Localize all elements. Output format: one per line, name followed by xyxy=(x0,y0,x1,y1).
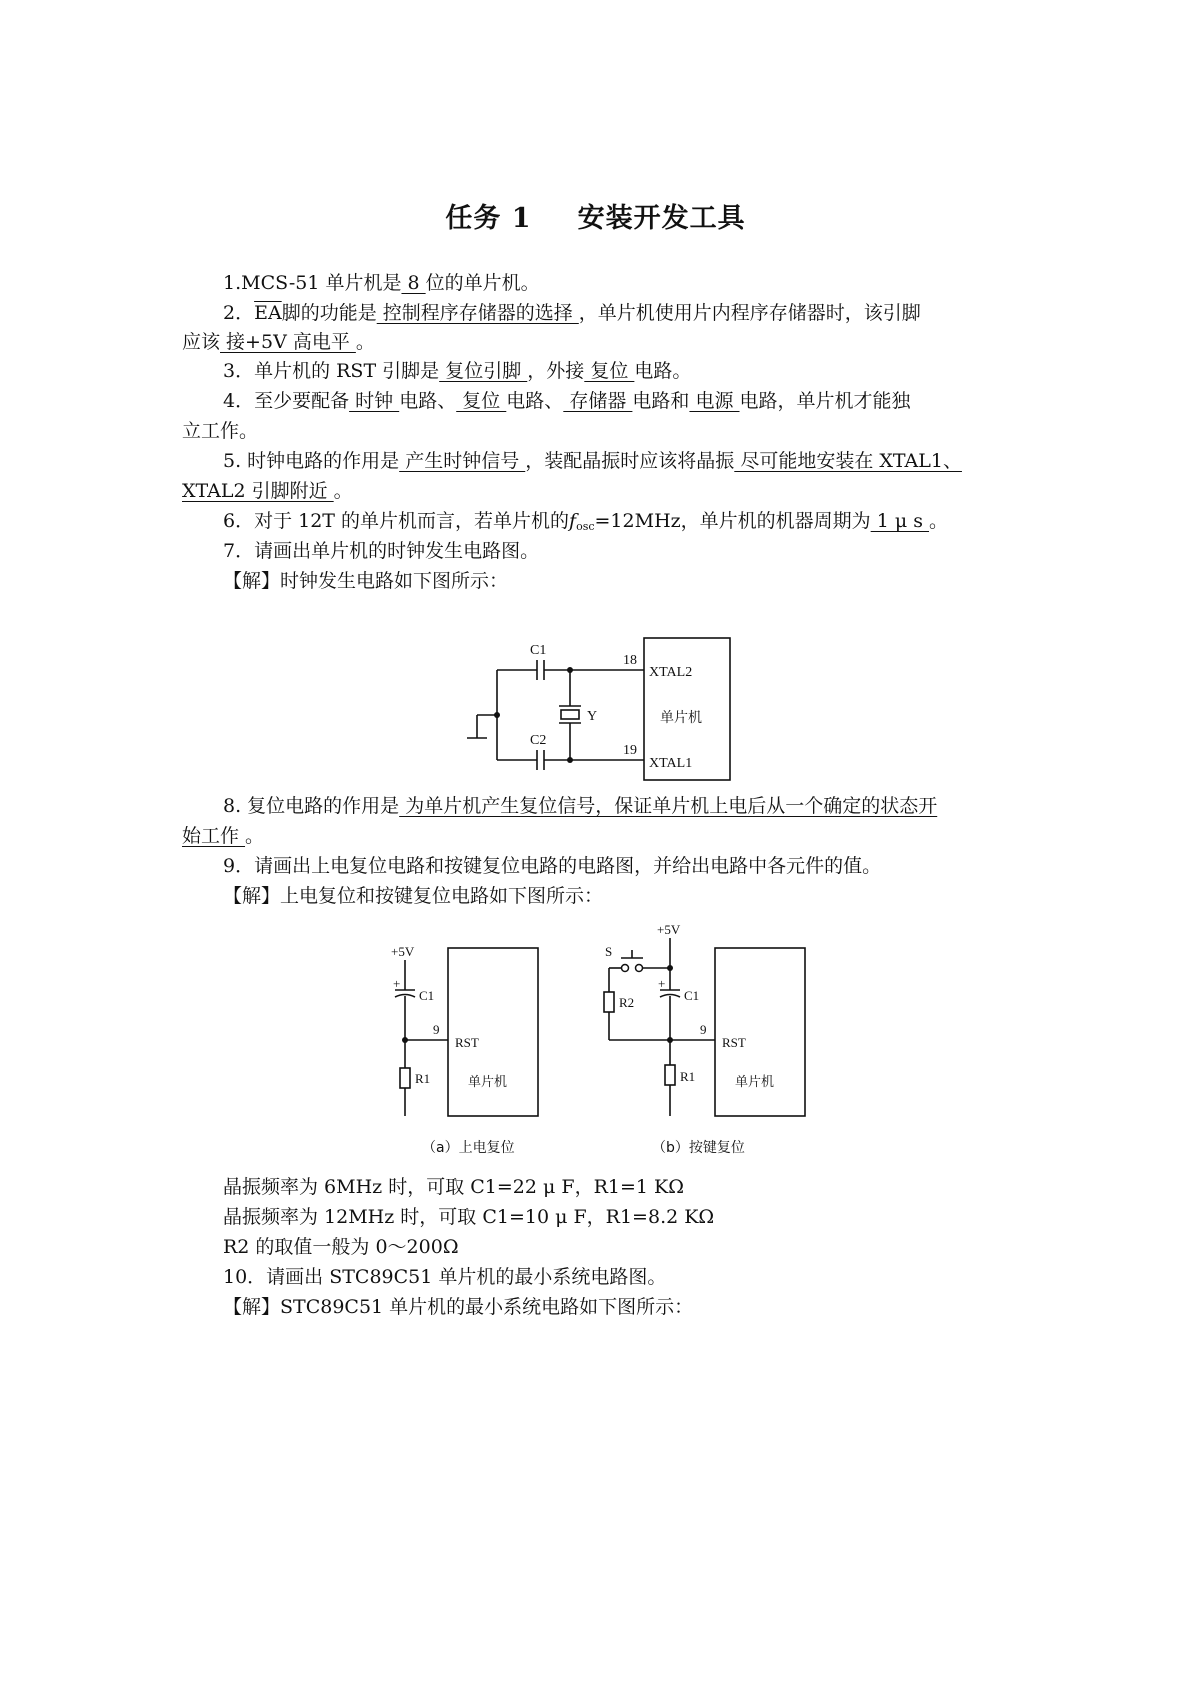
question-10-answer: 【解】STC89C51 单片机的最小系统电路如下图所示： xyxy=(223,1296,694,1318)
reset-b-r1-label: R1 xyxy=(680,1069,696,1084)
question-4: 4．至少要配备 时钟 电路、 复位 电路、 存储器 电路和 电源 电路，单片机才能独 xyxy=(223,390,911,412)
reset-b-vcc-label: +5V xyxy=(657,922,681,937)
reset-a-pin9-label: 9 xyxy=(433,1022,440,1037)
reset-b-r2-label: R2 xyxy=(619,995,635,1010)
reset-a-r1-label: R1 xyxy=(415,1071,431,1086)
page-title: 任务 1 安装开发工具 xyxy=(445,203,746,234)
reset-b-plus-label: + xyxy=(658,976,666,991)
power-on-reset-diagram xyxy=(385,930,555,1150)
question-6: 6．对于 12T 的单片机而言，若单片机的$f_{osc}=12MHz$，单片机的机器周期为 1 μ s 。 xyxy=(223,510,949,533)
question-2-cont: 应该 接+5V 高电平 。 xyxy=(182,331,375,353)
question-4-cont: 立工作。 xyxy=(182,420,259,442)
clock-y-label: Y xyxy=(587,709,598,724)
question-3: 3．单片机的 RST 引脚是 复位引脚 ，外接 复位 电路。 xyxy=(223,360,692,382)
question-10: 10．请画出 STC89C51 单片机的最小系统电路图。 xyxy=(223,1266,667,1288)
value-line-1: 晶振频率为 6MHz 时，可取 C1=22 μ F，R1=1 KΩ xyxy=(223,1176,684,1198)
question-1: 1.MCS-51 单片机是 8 位的单片机。 xyxy=(223,272,540,294)
clock-circuit-diagram xyxy=(455,630,755,790)
button-reset-diagram xyxy=(595,920,815,1150)
clock-c1-label: C1 xyxy=(530,643,547,658)
xtal2-label: XTAL2 xyxy=(649,665,693,680)
question-9-answer: 【解】上电复位和按键复位电路如下图所示： xyxy=(223,885,604,907)
reset-a-chip-label: 单片机 xyxy=(468,1075,508,1090)
reset-a-c1-label: C1 xyxy=(419,988,435,1003)
pin-19-label: 19 xyxy=(623,743,637,758)
clock-c2-label: C2 xyxy=(530,733,547,748)
caption-b: （b）按键复位 xyxy=(652,1140,745,1156)
question-9: 9．请画出上电复位电路和按键复位电路的电路图，并给出电路中各元件的值。 xyxy=(223,855,882,877)
xtal1-label: XTAL1 xyxy=(649,756,693,771)
value-line-2: 晶振频率为 12MHz 时，可取 C1=10 μ F，R1=8.2 KΩ xyxy=(223,1206,715,1228)
reset-a-plus-label: + xyxy=(393,976,401,991)
reset-b-s-label: S xyxy=(605,944,613,959)
reset-a-vcc-label: +5V xyxy=(391,944,415,959)
question-5: 5. 时钟电路的作用是 产生时钟信号 ，装配晶振时应该将晶振 尽可能地安装在 XTAL1、 xyxy=(223,450,962,472)
caption-a: （a）上电复位 xyxy=(422,1140,515,1156)
question-8-cont: 始工作 。 xyxy=(182,825,265,847)
reset-b-chip-label: 单片机 xyxy=(735,1075,775,1090)
question-8: 8. 复位电路的作用是 为单片机产生复位信号，保证单片机上电后从一个确定的状态开 xyxy=(223,795,938,817)
question-2: 2．$\overline{EA}$脚的功能是 控制程序存储器的选择 ，单片机使用片内程序存储器时，该引脚 xyxy=(223,302,921,324)
pin-18-label: 18 xyxy=(623,653,637,668)
reset-b-pin9-label: 9 xyxy=(700,1022,707,1037)
reset-b-c1-label: C1 xyxy=(684,988,700,1003)
question-7-answer: 【解】时钟发生电路如下图所示： xyxy=(223,570,509,592)
reset-a-rst-label: RST xyxy=(455,1035,479,1050)
question-7: 7．请画出单片机的时钟发生电路图。 xyxy=(223,540,540,562)
clock-chip-label: 单片机 xyxy=(660,710,702,726)
value-line-3: R2 的取值一般为 0～200Ω xyxy=(223,1236,459,1258)
question-5-cont: XTAL2 引脚附近 。 xyxy=(182,480,353,502)
reset-b-rst-label: RST xyxy=(722,1035,746,1050)
